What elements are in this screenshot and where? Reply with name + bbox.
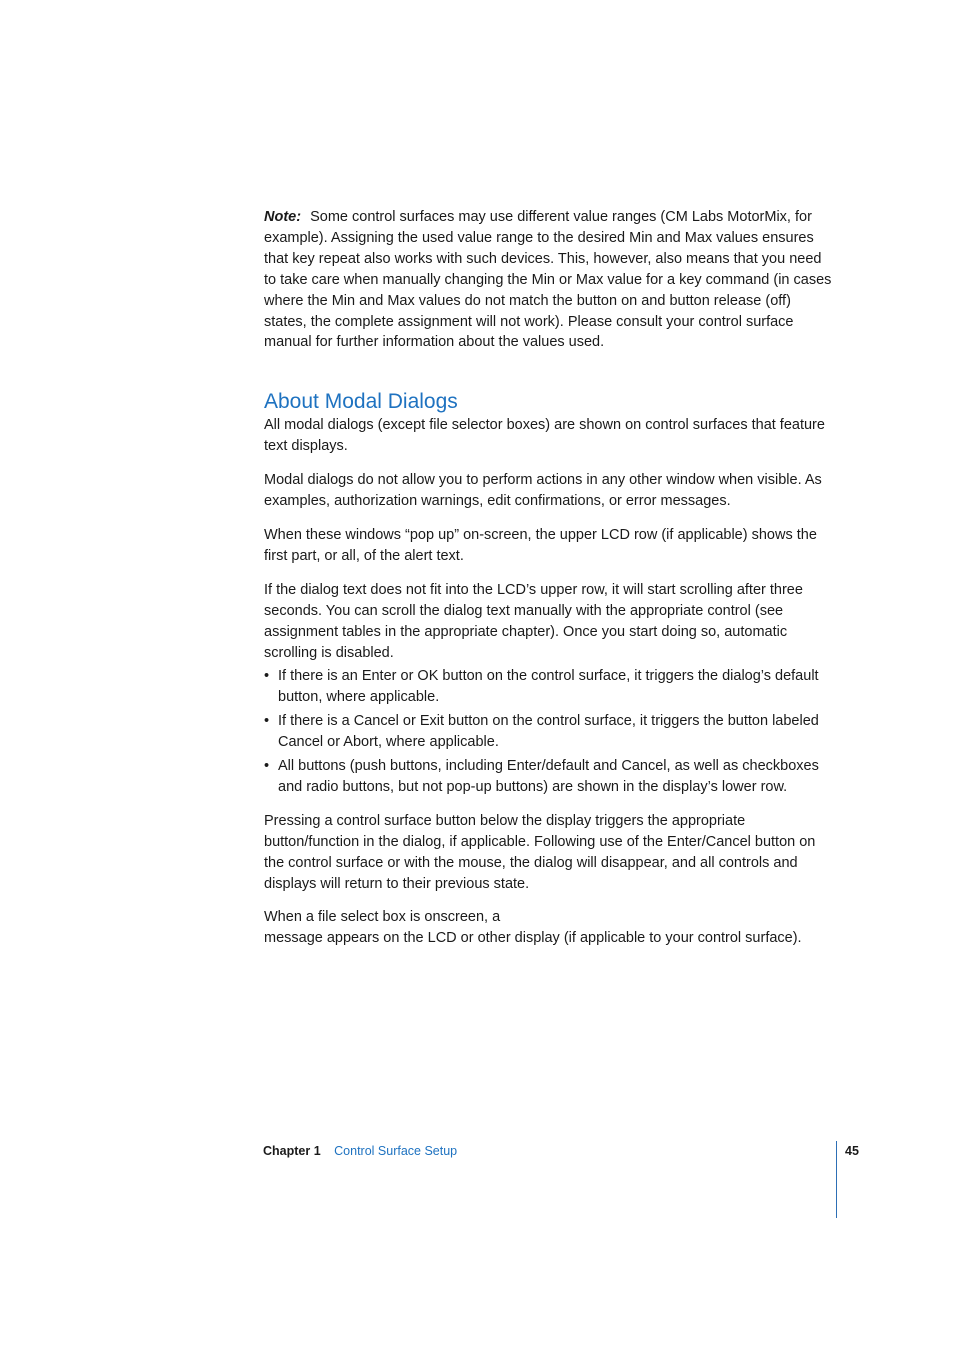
note-label: Note: <box>264 209 302 225</box>
paragraph-popup: When these windows “pop up” on-screen, the upper LCD row (if applicable) shows the first part, or all, of the alert text. <box>264 526 817 564</box>
page-number: 45 <box>845 1144 859 1158</box>
footer-divider <box>836 1141 837 1218</box>
section-heading: About Modal Dialogs <box>264 390 458 414</box>
paragraph-file-select <box>264 907 836 949</box>
bullet-item <box>264 756 836 798</box>
bullet-text: If there is an Enter or OK button on the control surface, it triggers the dialog’s default button, where applicable. <box>278 668 819 706</box>
bullet-mark: • <box>264 713 270 730</box>
bullet-list <box>264 666 836 797</box>
bullet-item <box>264 666 836 708</box>
bullet-item <box>264 711 836 753</box>
paragraph-control-button: Pressing a control surface button below the display triggers the appropriate button/function in the dialog, if applicable. Following use of the Enter/Cancel button on the control surface or with the mouse, the dialog will disappear, and all controls and displays will return to their previous state. <box>264 812 816 892</box>
bullet-text: If there is a Cancel or Exit button on the control surface, it triggers the button labeled Cancel or Abort, where applicable. <box>278 713 819 751</box>
chapter-label: Chapter 1 <box>263 1144 321 1158</box>
bullet-mark: • <box>264 758 270 775</box>
page-footer <box>263 1142 457 1160</box>
paragraph-modal-behavior: Modal dialogs do not allow you to perform actions in any other window when visible. As examples, authorization warnings, edit confirmations, or error messages. <box>264 472 822 510</box>
note-paragraph <box>264 207 836 353</box>
bullet-mark: • <box>264 668 270 685</box>
chapter-title: Control Surface Setup <box>334 1144 458 1158</box>
bullet-text: All buttons (push buttons, including Enter/default and Cancel, as well as checkboxes and radio buttons, but not pop-up buttons) are shown in the display’s lower row. <box>278 758 819 795</box>
paragraph-scrolling: If the dialog text does not fit into the LCD’s upper row, it will start scrolling after three seconds. You can scroll the dialog text manually with the appropriate control (see assignment tables in the appropriate chapter). Once you start doing so, automatic scrolling is disabled. <box>264 581 803 661</box>
page-content <box>264 207 836 962</box>
note-text: Some control surfaces may use different value ranges (CM Labs MotorMix, for example). Assigning the used value range to the desired Min and Max values ensures that key repeat also works with such devices. This, however, also means that you need to take care when manually changing the Min or Max value for a key command (in cases where the Min and Max values do not match the button on and button release (off) states, the complete assignment will not work). Please consult your control surface manual for further information about the values used. <box>264 209 832 351</box>
paragraph-intro: All modal dialogs (except file selector boxes) are shown on control surfaces that feature text displays. <box>264 417 825 455</box>
file-select-line-1: When a file select box is onscreen, a <box>264 909 501 926</box>
file-select-line-2: message appears on the LCD or other display (if applicable to your control surface). <box>264 930 802 947</box>
